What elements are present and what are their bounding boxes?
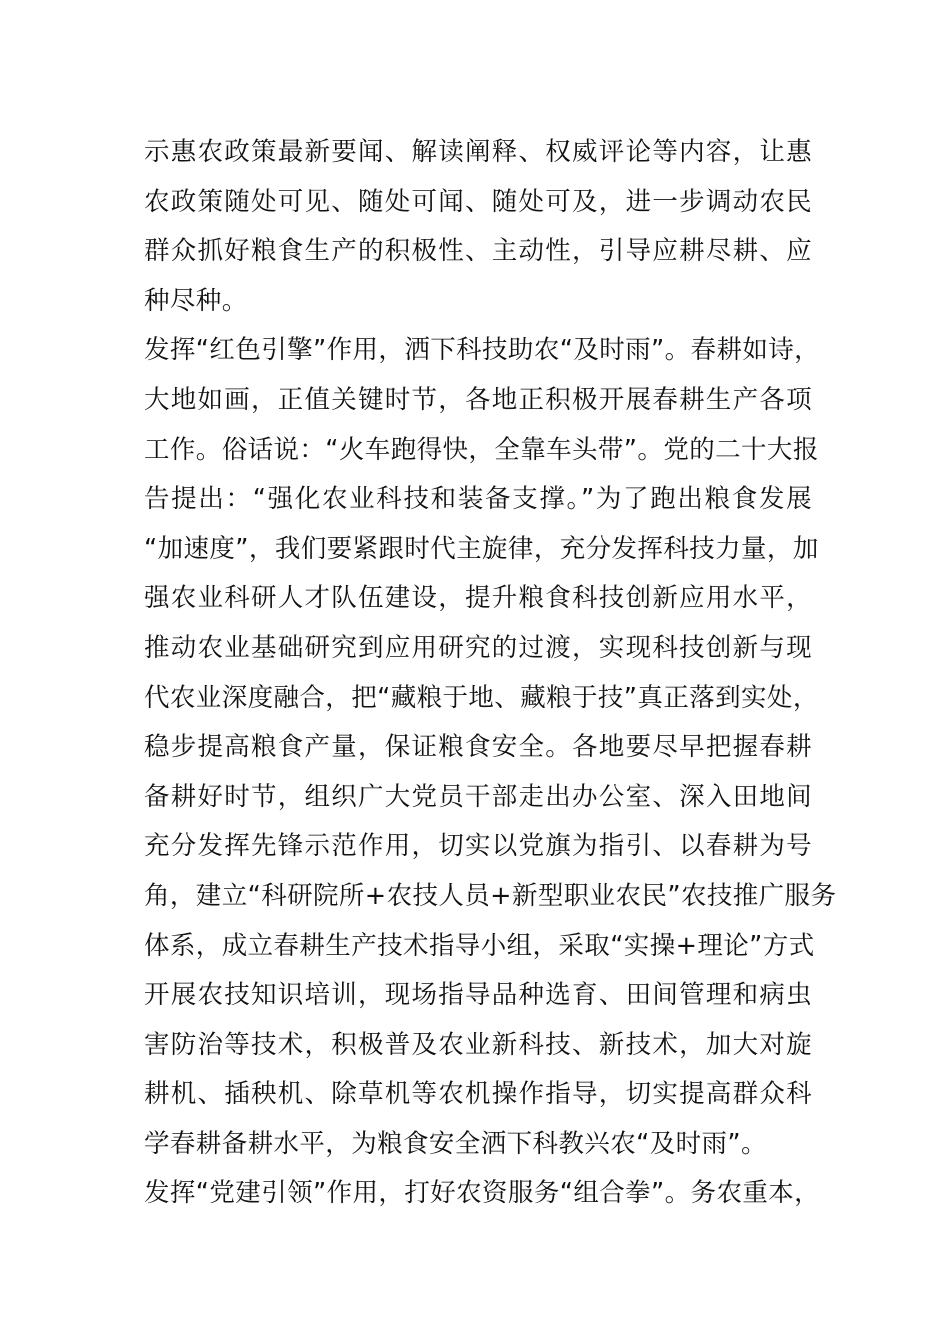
text-line: 发挥“党建引领”作用，打好农资服务“组合拳”。务农重本， <box>144 1178 821 1209</box>
text-line: 种尽种。 <box>144 285 248 316</box>
text-line: 告提出：“强化农业科技和装备支撑。”为了跑出粮食发展 <box>144 484 812 515</box>
text-line: 工作。俗话说：“火车跑得快，全靠车头带”。党的二十大报 <box>144 434 819 465</box>
text-line: 代农业深度融合，把“藏粮于地、藏粮于技”真正落到实处， <box>144 682 819 713</box>
text-line: 害防治等技术，积极普及农业新科技、新技术，加大对旋 <box>144 1029 812 1060</box>
text-line: 群众抓好粮食生产的积极性、主动性，引导应耕尽耕、应 <box>144 236 812 267</box>
text-line: 角，建立“科研院所+农技人员+新型职业农民”农技推广服务 <box>144 880 837 911</box>
text-line: 耕机、插秧机、除草机等农机操作指导，切实提高群众科 <box>144 1079 812 1110</box>
text-line: 备耕好时节，组织广大党员干部走出办公室、深入田地间 <box>144 781 812 812</box>
text-line: 稳步提高粮食产量，保证粮食安全。各地要尽早把握春耕 <box>144 732 812 763</box>
text-line: 强农业科研人才队伍建设，提升粮食科技创新应用水平， <box>144 583 812 614</box>
text-line: “加速度”，我们要紧跟时代主旋律，充分发挥科技力量，加 <box>144 533 819 564</box>
text-line: 大地如画，正值关键时节，各地正积极开展春耕生产各项 <box>144 384 812 415</box>
text-line: 推动农业基础研究到应用研究的过渡，实现科技创新与现 <box>144 632 812 663</box>
text-line: 农政策随处可见、随处可闻、随处可及，进一步调动农民 <box>144 186 812 217</box>
text-line: 体系，成立春耕生产技术指导小组，采取“实操+理论”方式 <box>144 930 815 961</box>
text-line: 学春耕备耕水平，为粮食安全洒下科教兴农“及时雨”。 <box>144 1128 767 1159</box>
text-line: 发挥“红色引擎”作用，洒下科技助农“及时雨”。春耕如诗， <box>144 335 821 366</box>
body-text <box>144 128 837 1219</box>
text-line: 开展农技知识培训，现场指导品种选育、田间管理和病虫 <box>144 980 812 1011</box>
text-line: 示惠农政策最新要闻、解读阐释、权威评论等内容，让惠 <box>144 137 812 167</box>
text-line: 充分发挥先锋示范作用，切实以党旗为指引、以春耕为号 <box>144 831 812 862</box>
